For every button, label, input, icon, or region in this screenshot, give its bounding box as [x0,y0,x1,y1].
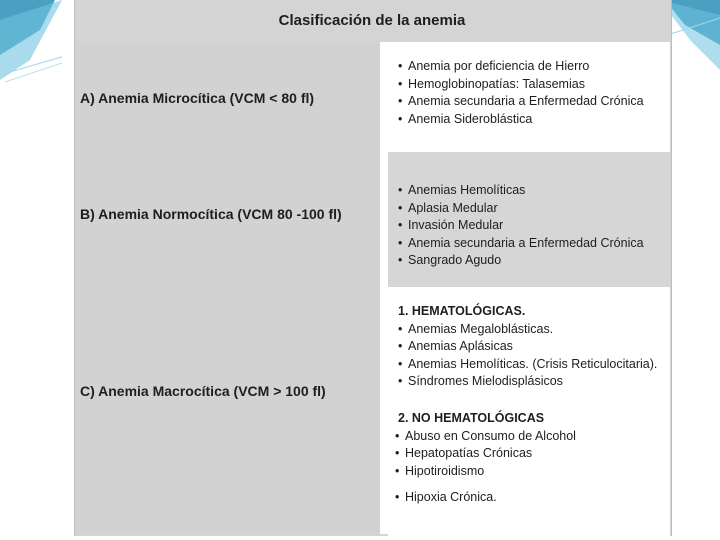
category-label-microcytic: A) Anemia Microcítica (VCM < 80 fl) [80,90,315,106]
bullet-icon: • [398,76,403,91]
group-heading-non-hematologic: 2. NO HEMATOLÓGICAS [398,411,545,425]
bullet-icon: • [398,374,403,388]
bullet-icon: • [395,463,400,478]
list-item: • Anemias Aplásicas [398,338,657,356]
bullet-icon: • [398,218,403,232]
list-item: • Anemias Megaloblásticas. [398,321,657,339]
list-microcytic [398,58,644,128]
bullet-icon: • [398,94,403,108]
list-item: • Abuso en Consumo de Alcohol [395,428,576,446]
bullet-icon: • [398,111,403,126]
category-label-normocytic: B) Anemia Normocítica (VCM 80 -100 fl) [80,206,342,222]
category-label-macrocytic: C) Anemia Macrocítica (VCM > 100 fl) [80,383,326,399]
bullet-icon: • [398,59,403,73]
bullet-icon: • [398,321,403,336]
list-item: • Hipotiroidismo [395,463,576,481]
list-item: • Hemoglobinopatías: Talasemias [398,76,644,94]
list-normocytic [398,182,644,270]
list-item: • Anemia secundaria a Enfermedad Crónica [398,235,644,253]
bullet-icon: • [395,428,400,443]
bullet-icon: • [398,235,403,250]
bullet-icon: • [398,200,403,215]
list-item: • Síndromes Mielodisplásicos [398,373,657,391]
list-item: • Hipoxia Crónica. [395,489,576,507]
list-item: • Sangrado Agudo [398,252,644,270]
list-macrocytic-hematologic [398,303,657,391]
page-title: Clasificación de la anemia [278,12,466,29]
list-item: • Anemias Hemolíticas [398,182,644,200]
corner-decoration-left [0,0,70,85]
bullet-icon: • [398,356,403,371]
column-divider [380,42,388,534]
category-column [76,42,380,534]
bullet-icon: • [398,183,403,197]
list-item: • Anemias Hemolíticas. (Crisis Reticulocitaria). [398,356,657,374]
list-item: • Aplasia Medular [398,200,644,218]
bullet-icon: • [395,446,400,460]
bullet-icon: • [398,339,403,353]
list-item: • Anemia Sideroblástica [398,111,644,129]
list-item: • Hepatopatías Crónicas [395,445,576,463]
group-heading-hematologic: 1. HEMATOLÓGICAS. [398,304,526,318]
list-macrocytic-non-hematologic [395,410,576,507]
list-item: • Anemia por deficiencia de Hierro [398,58,644,76]
bullet-icon: • [395,490,400,504]
list-item: • Invasión Medular [398,217,644,235]
bullet-icon: • [398,253,403,267]
list-item: • Anemia secundaria a Enfermedad Crónica [398,93,644,111]
